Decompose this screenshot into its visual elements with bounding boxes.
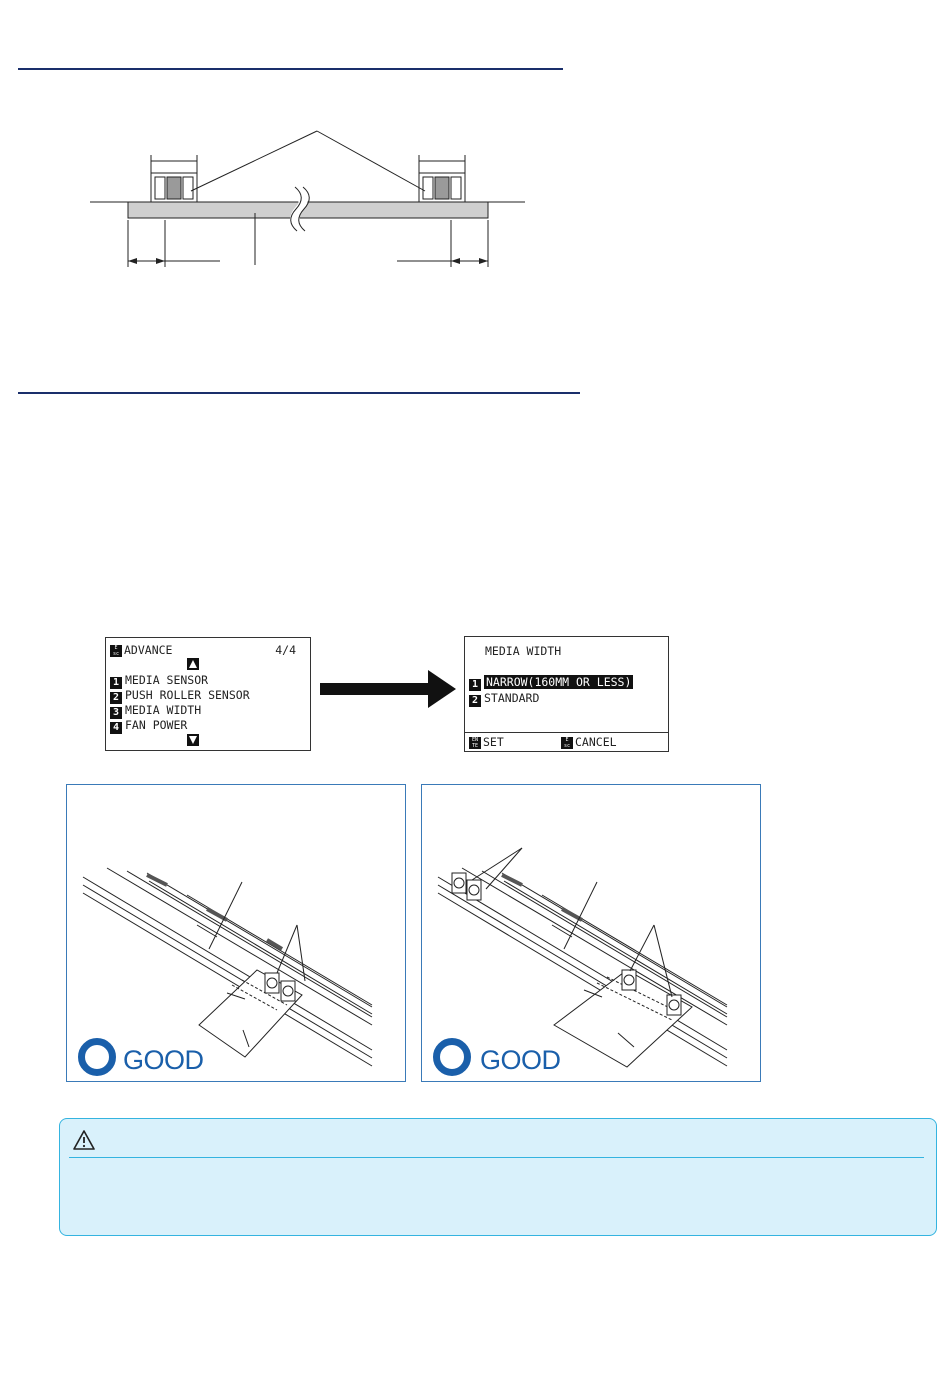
warning-icon bbox=[72, 1129, 96, 1151]
illustration-panel-2 bbox=[421, 784, 761, 1082]
menu-item-fan-power: 4 FAN POWER bbox=[110, 718, 187, 734]
section-rule-middle bbox=[18, 392, 580, 394]
good-label: GOOD bbox=[123, 1045, 204, 1075]
lcd-page-indicator: 4/4 bbox=[275, 643, 296, 657]
narrow-media-illustration bbox=[67, 785, 405, 1081]
caution-divider bbox=[69, 1157, 924, 1158]
lcd-media-width bbox=[464, 636, 669, 752]
scroll-down-icon bbox=[187, 734, 199, 746]
softkey-set: EN TE SET bbox=[469, 735, 504, 749]
enter-key-icon: EN TE bbox=[469, 737, 481, 749]
lcd-title: ADVANCE bbox=[124, 643, 173, 657]
menu-item-media-width: 3 MEDIA WIDTH bbox=[110, 703, 201, 719]
right-arrow-icon bbox=[318, 668, 458, 710]
good-circle-icon bbox=[78, 1038, 116, 1076]
push-roller-diagram bbox=[85, 125, 535, 275]
illustration-panel-1 bbox=[66, 784, 406, 1082]
standard-media-illustration bbox=[422, 785, 760, 1081]
option-standard: 2 STANDARD bbox=[469, 691, 539, 707]
scroll-up-icon bbox=[187, 658, 199, 670]
lcd-title: MEDIA WIDTH bbox=[485, 644, 562, 658]
menu-item-media-sensor: 1 MEDIA SENSOR bbox=[110, 673, 208, 689]
good-circle-icon bbox=[433, 1038, 471, 1076]
lcd-title-row bbox=[110, 643, 172, 657]
esc-key-icon: E sc bbox=[110, 645, 122, 657]
lcd-advance-menu bbox=[105, 637, 311, 751]
section-rule-top bbox=[18, 68, 563, 70]
caution-box bbox=[59, 1118, 937, 1236]
option-narrow: 1 NARROW(160MM OR LESS) bbox=[469, 675, 633, 691]
softkey-cancel: E sc CANCEL bbox=[561, 735, 617, 749]
menu-item-push-roller-sensor: 2 PUSH ROLLER SENSOR bbox=[110, 688, 250, 704]
esc-key-icon: E sc bbox=[561, 737, 573, 749]
good-label: GOOD bbox=[480, 1045, 561, 1075]
